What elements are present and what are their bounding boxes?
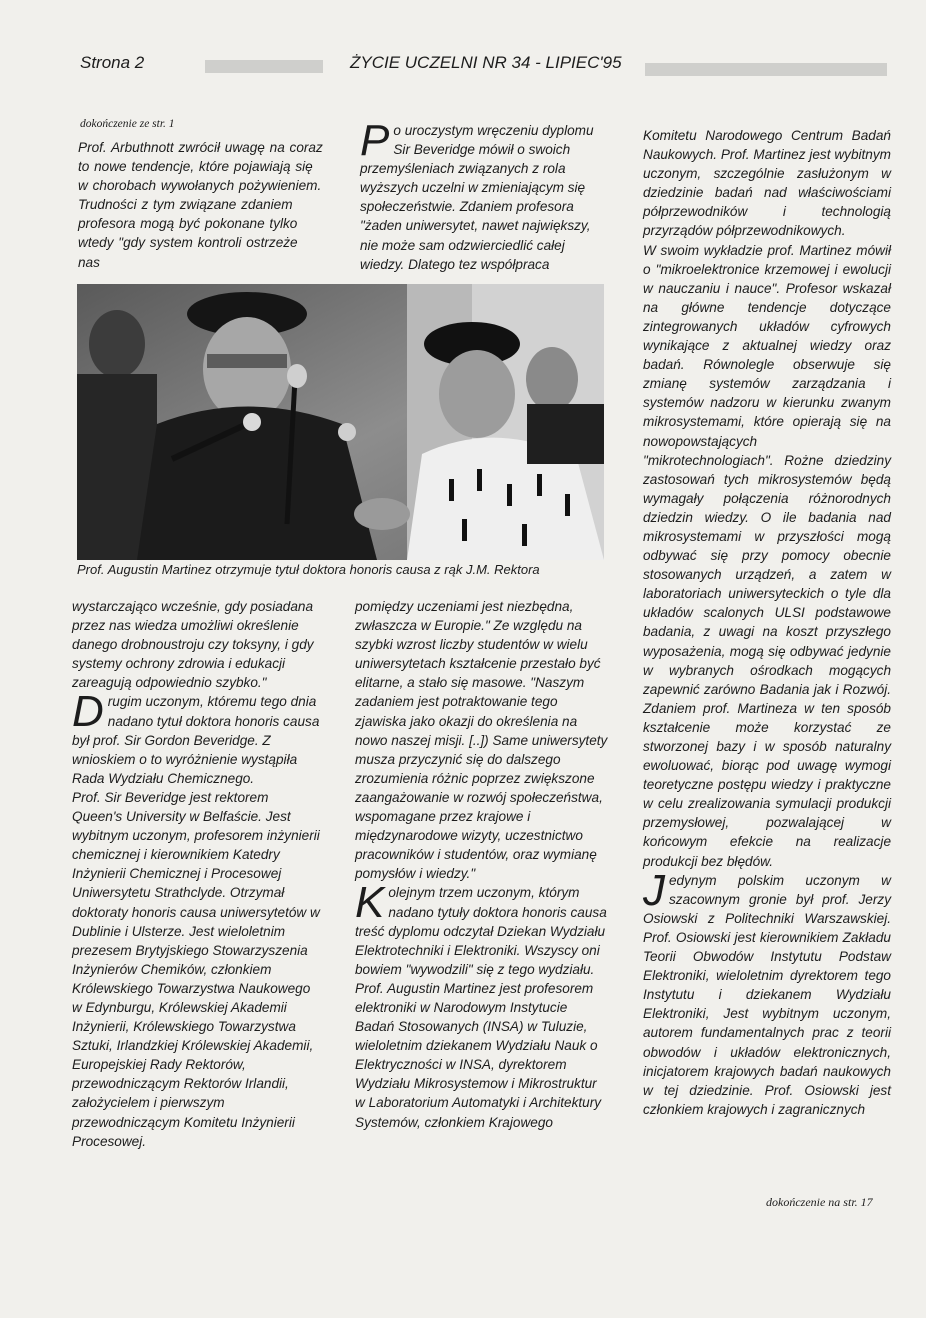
continued-on-note: dokończenie na str. 17 <box>766 1195 873 1209</box>
header-bar-right <box>645 63 887 76</box>
paragraph: Prof. Augustin Martinez jest profesorem elektroniki w Narodowym Instytucie Badań Stosowanych (INSA) w Tuluzie, wieloletnim dziekanem Wydziału Nauk o Elektryczności w INSA, dyrektorem Wydziału Mikrosystemow i Mikrostruktur w Laboratorium Automatyki i Architektury Systemów, członkiem Krajowego <box>355 980 602 1130</box>
paragraph: Prof. Arbuthnott zwrócił uwagę na coraz to nowe tendencje, które pojawiają się w chorobach wywołanych pożywieniem. Trudności z tym związane zdaniem profesora mogą być pokonane tylko wtedy "gdy system kontroli ostrzeże nas <box>78 140 323 270</box>
column-1-bottom <box>72 597 322 1151</box>
continued-from-note: dokończenie ze str. 1 <box>80 118 175 130</box>
paragraph: Prof. Sir Beveridge jest rektorem Queen's University w Belfaście. Jest wybitnym uczonym, profesorem inżynierii chemicznej i kierownikiem Katedry Inżynierii Chemicznej i Procesowej Uniwersytetu Strathclyde. Otrzymał doktoraty honoris causa uniwersytetów w Dublinie i Ulsterze. Jest wieloletnim prezesem Brytyjskiego Stowarzyszenia Inżynierów Chemików, członkiem Królewskiego Towarzystwa Naukowego w Edynburgu, Królewskiej Akademii Inżynierii, Królewskiego Towarzystwa Sztuki, Irlandzkiej Królewskiej Akademii, Europejskiej Rady Rektorów, przewodniczącym Rektorów Irlandii, założycielem i pierwszym przewodniczącym Komitetu Inżynierii Procesowej. <box>72 789 320 1149</box>
column-3 <box>643 126 891 1119</box>
paragraph: W swoim wykładzie prof. Martinez mówił o "mikroelektronice krzemowej i ewolucji w nauczaniu i nauce". Profesor wskazał na główne tendencje dotyczące zintegrowanych układów cyfrowych wynikające z aktualnej wiedzy oraz badań. Równolegle obserwuje się zmianę systemów zarządzania i systemów nadzoru w kierunku zwanym mikrosystemami, które opierają się na nowopowstających "mikrotechnologiach". Rożne dziedziny zastosowań tych mikrosystemów będą wymagały połączenia różnorodnych dziedzin wiedzy. O ile badania nad mikrosystemami w przyszłości mogą odbywać się przy pomocy obecnie stosowanych urządzeń, a zatem w laboratoriach uniwersyteckich o tyle dla układów scalonych ULSI podstawowe badania, z uwagi na koszt przyszłego wyposażenia, mogą się odbywać jedynie w wybranych ośrodkach mogących zapewnić zarówno Badania jak i Rozwój. Zdaniem prof. Martineza w ten sposób kształcenie może korzystać ze stworzonej bazy i w sposób naturalny ewoluować, biorąc pod uwagę wymogi teoretyczne postępu wiedzy i praktyczne w celu zrealizowania symulacji produkcji przemysłowej, pozwalającej w końcowym efekcie na realizacje produkcji bez błędów. <box>643 242 891 869</box>
paragraph: edynym polskim uczonym w szacownym gronie był prof. Jerzy Osiowski z Politechniki Warszawskiej. Prof. Osiowski jest kierownikiem Zakładu Teorii Obwodów Instytutu Podstaw Elektroniki, wieloletnim dyrektorem tego Instytutu i dziekanem Wydziału Elektroniki, Jest wybitnym uczonym, autorem fundamentalnych prac z teorii obwodów i układów elektronicznych, inicjatorem krajowych badań naukowych w tej dziedzinie. Prof. Osiowski jest członkiem krajowych i zagranicznych <box>643 872 891 1117</box>
paragraph: o uroczystym wręczeniu dyplomu Sir Beveridge mówił o swoich przemyśleniach związanych z rola wyższych uczelni w zmieniającym się społeczeństwie. Zdaniem profesora "żaden uniwersytet, nawet największy, nie może sam odzwierciedlić całej wiedzy. Dlatego tez współpraca <box>360 123 594 272</box>
drop-cap: K <box>355 878 385 928</box>
paragraph: pomiędzy uczeniami jest niezbędna, zwłaszcza w Europie." Ze względu na szybki wzrost liczby studentów w wielu uniwersytetach kształcenie przestało być elitarne, a stało się masowe. "Naszym zadaniem jest potraktowanie tego zjawiska jako okazji do określenia na nowo naszej misji. [..]) Same uniwersytety musza przyczynić się do dalszego zrozumienia różnic poprzez zwiększone zaangażowanie w rozwój społeczeństwa, wspomagane przez krajowe i międzynarodowe wizyty, uczestnictwo pracowników i studentów, oraz wymianę pomysłów i wiedzy." <box>355 599 608 882</box>
drop-cap: J <box>643 865 665 915</box>
column-1-top <box>78 138 323 272</box>
column-2-top <box>360 116 610 274</box>
header-bar-left <box>205 60 323 73</box>
paragraph: olejnym trzem uczonym, którym nadano tytuły doktora honoris causa treść dyplomu odczytał Dziekan Wydziału Elektrotechniki i Elektroniki. Wszyscy oni bowiem "wywodzili" się z tego wydziału. <box>355 885 607 977</box>
column-2-bottom <box>355 597 608 1132</box>
paragraph: wystarczająco wcześnie, gdy posiadana przez nas wiedza umożliwi określenie danego drobnoustroju czy toksyny, i gdy systemy ochrony zdrowia i edukacji zareagują odpowiednio szybko." <box>72 599 314 691</box>
photo-caption: Prof. Augustin Martinez otrzymuje tytuł doktora honoris causa z rąk J.M. Rektora <box>77 562 540 577</box>
ceremony-photo <box>77 284 604 560</box>
drop-cap: D <box>72 687 104 737</box>
drop-cap: P <box>360 116 390 165</box>
issue-title: ŻYCIE UCZELNI NR 34 - LIPIEC'95 <box>350 53 622 72</box>
paragraph: Komitetu Narodowego Centrum Badań Naukowych. Prof. Martinez jest wybitnym uczonym, szczególnie zasłużonym w dziedzinie badań nad właściwościami półprzewodników i technologią przyrządów półprzewodnikowych. <box>643 128 891 239</box>
ceremony-photo-icon <box>77 284 604 560</box>
page-number: Strona 2 <box>80 53 145 72</box>
paragraph: rugim uczonym, któremu tego dnia nadano tytuł doktora honoris causa był prof. Sir Gordon Beveridge. Z wnioskiem o to wyróżnienie wystąpiła Rada Wydziału Chemicznego. <box>72 694 320 786</box>
